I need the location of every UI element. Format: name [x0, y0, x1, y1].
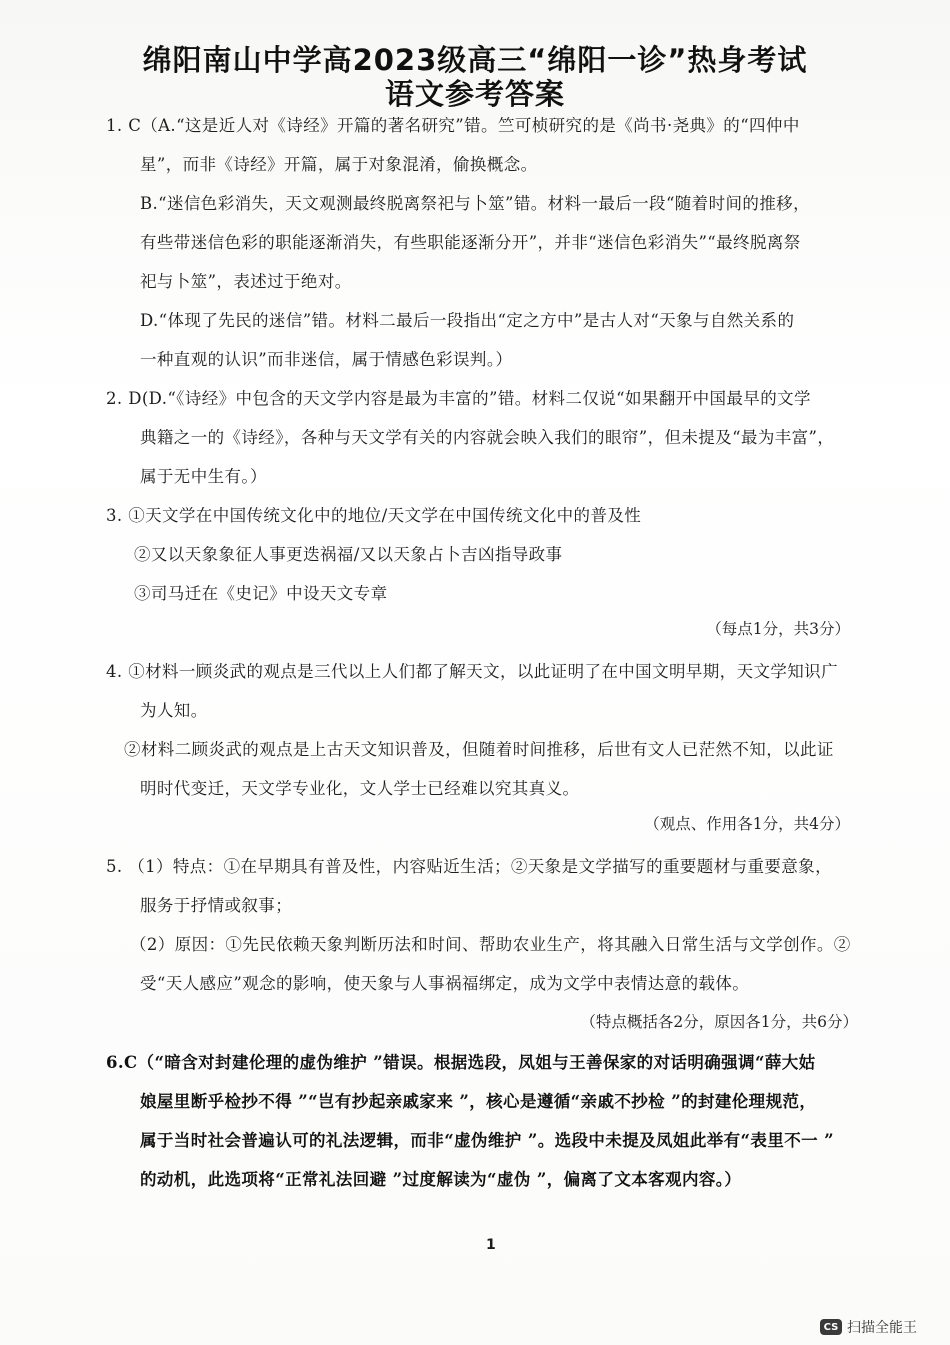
q5-line-2: 服务于抒情或叙事；: [140, 896, 293, 915]
q5-score: （特点概括各2分，原因各1分，共6分）: [580, 1013, 858, 1031]
q2-line-3: 属于无中生有。）: [140, 467, 267, 486]
q5-line-4: 受“天人感应”观念的影响，使天象与人事祸福绑定，成为文学中表情达意的载体。: [140, 974, 750, 993]
q1-line-4: 有些带迷信色彩的职能逐渐消失，有些职能逐渐分开”，并非“迷信色彩消失”“最终脱离祭: [140, 233, 801, 252]
q4-line-4: 明时代变迁，天文学专业化，文人学士已经难以究其真义。: [140, 779, 580, 798]
q4-score: （观点、作用各1分，共4分）: [644, 815, 850, 833]
exam-title: 绵阳南山中学高2023级高三“绵阳一诊”热身考试: [142, 43, 808, 77]
page-number: 1: [486, 1237, 496, 1253]
q5-line-1: 5. （1）特点：①在早期具有普及性，内容贴近生活；②天象是文学描写的重要题材与重要意象，: [106, 857, 832, 876]
scanner-logo-icon: CS: [820, 1319, 842, 1335]
q3-score: （每点1分，共3分）: [706, 620, 850, 638]
q3-line-3: ③司马迁在《史记》中设天文专章: [134, 584, 388, 603]
q6-line-2: 娘屋里断乎检抄不得 ”“岂有抄起亲戚家来 ”，核心是遵循“亲戚不抄检 ”的封建伦理规范，: [140, 1092, 817, 1111]
q1-line-5: 祀与卜筮”，表述过于绝对。: [140, 272, 352, 291]
q1-line-7: 一种直观的认识”而非迷信，属于情感色彩误判。）: [140, 350, 513, 369]
q1-line-6: D.“体现了先民的迷信”错。材料二最后一段指出“定之方中”是古人对“天象与自然关系的: [140, 311, 795, 330]
q6-line-4: 的动机，此选项将“正常礼法回避 ”过度解读为“虚伪 ”，偏离了文本客观内容。）: [140, 1170, 742, 1189]
q3-line-1: 3. ①天文学在中国传统文化中的地位/天文学在中国传统文化中的普及性: [106, 506, 642, 525]
q2-line-2: 典籍之一的《诗经》，各种与天文学有关的内容就会映入我们的眼帘”，但未提及“最为丰富”，: [140, 428, 835, 447]
q2-line-1: 2. D(D.“《诗经》中包含的天文学内容是最为丰富的”错。材料二仅说“如果翻开中国最早的文学: [106, 389, 811, 408]
q1-line-3: B.“迷信色彩消失，天文观测最终脱离祭祀与卜筮”错。材料一最后一段“随着时间的推移，: [140, 194, 810, 213]
scanner-watermark: [820, 1316, 950, 1338]
q6-line-1: 6.C（“暗含对封建伦理的虚伪维护 ”错误。根据选段，凤姐与王善保家的对话明确强调“薛大姑: [106, 1053, 816, 1072]
q5-line-3: （2）原因：①先民依赖天象判断历法和时间、帮助农业生产，将其融入日常生活与文学创作。②: [130, 935, 851, 954]
exam-subtitle: 语文参考答案: [384, 77, 565, 111]
watermark-text: 扫描全能王: [847, 1320, 917, 1336]
q3-line-2: ②又以天象象征人事更迭祸福/又以天象占卜吉凶指导政事: [134, 545, 563, 564]
q6-line-3: 属于当时社会普遍认可的礼法逻辑，而非“虚伪维护 ”。选段中未提及凤姐此举有“表里不一 ”: [140, 1131, 835, 1150]
q4-line-2: 为人知。: [140, 701, 208, 720]
q1-line-2: 星”，而非《诗经》开篇，属于对象混淆，偷换概念。: [140, 155, 538, 174]
q1-line-1: 1. C（A.“这是近人对《诗经》开篇的著名研究”错。竺可桢研究的是《尚书·尧典》的“四仲中: [106, 116, 800, 135]
q4-line-3: ②材料二顾炎武的观点是上古天文知识普及，但随着时间推移，后世有文人已茫然不知，以此证: [124, 740, 834, 759]
q4-line-1: 4. ①材料一顾炎武的观点是三代以上人们都了解天文，以此证明了在中国文明早期，天文学知识广: [106, 662, 838, 681]
